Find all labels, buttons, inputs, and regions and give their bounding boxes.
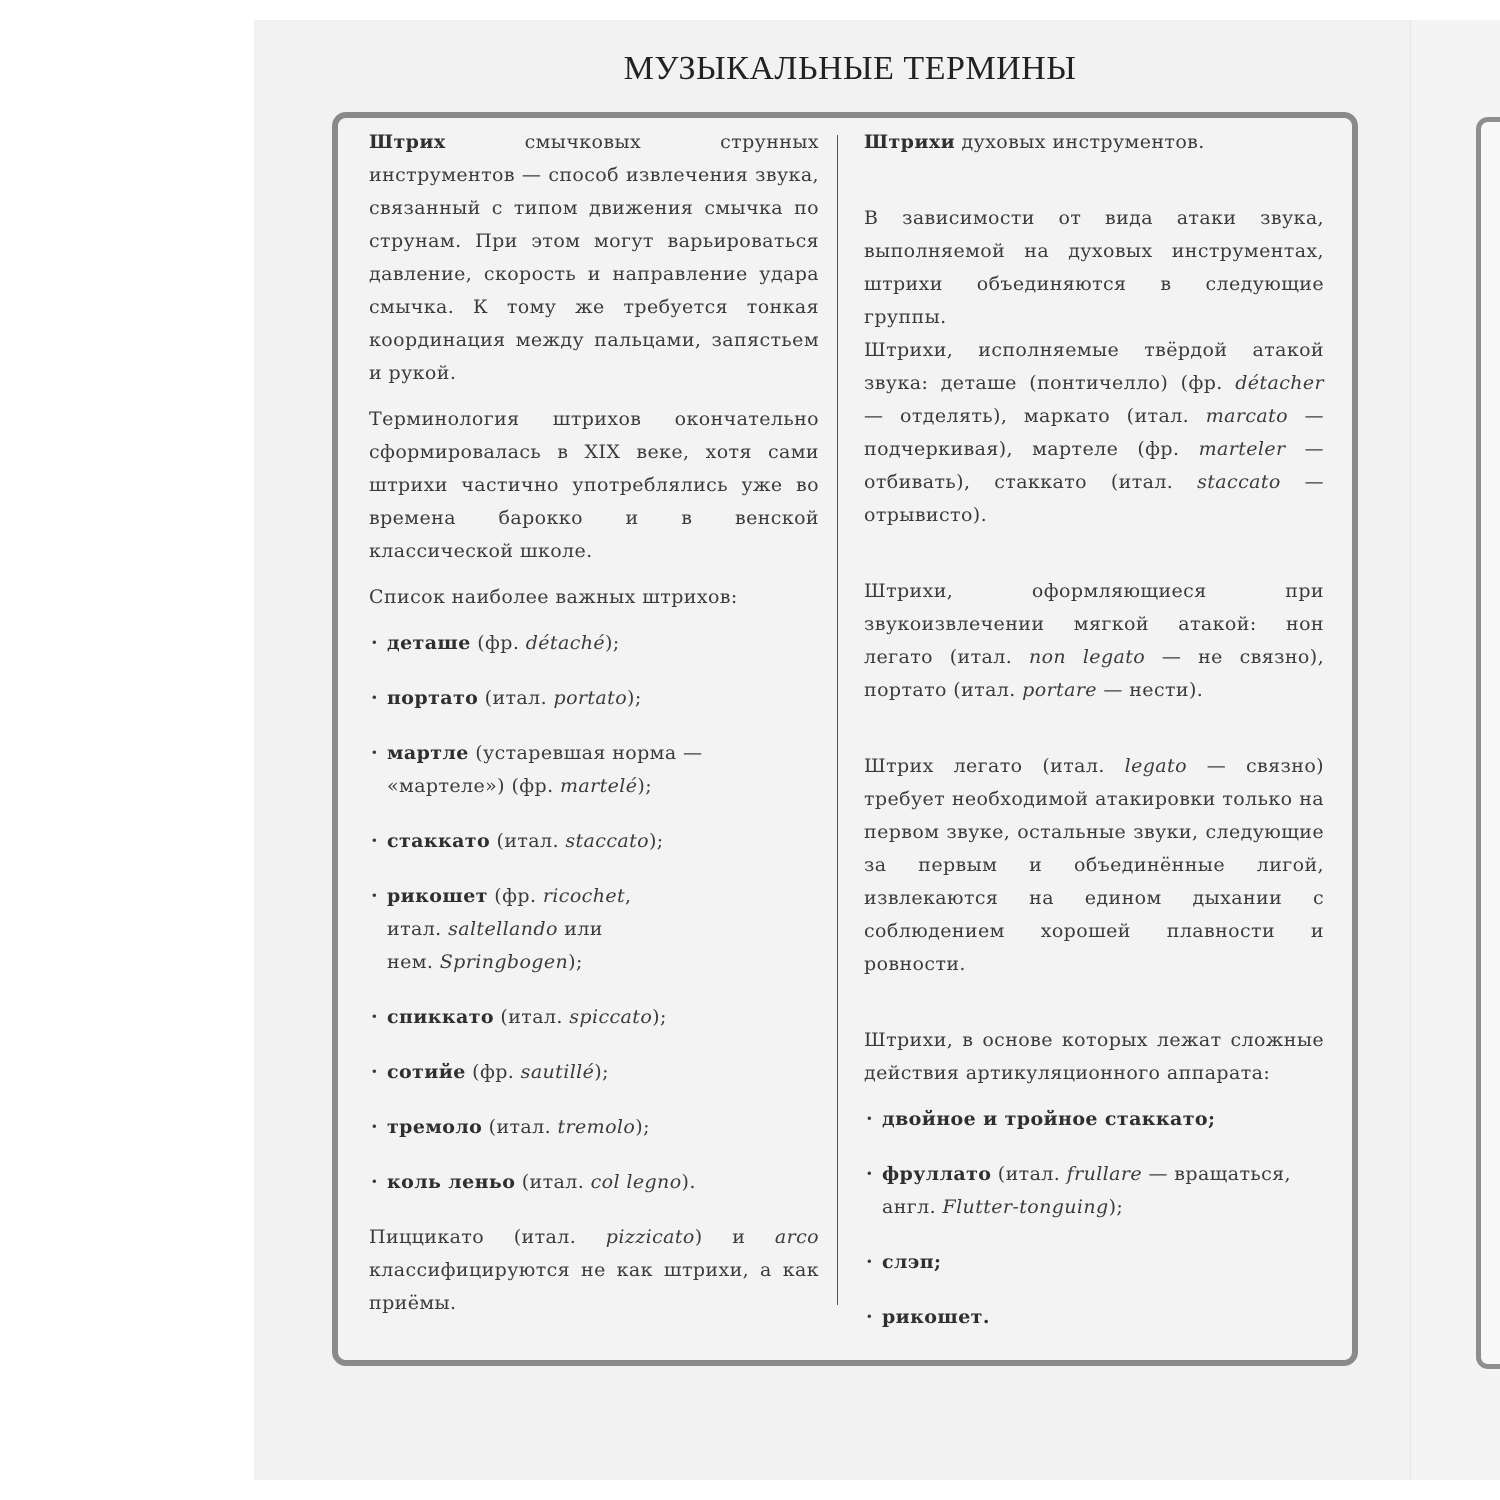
history-paragraph: Терминология штрихов окончательно сформировалась в XIX веке, хотя сами штрихи частично употреблялись уже во времена барокко и в венской классической школе.	[369, 408, 819, 562]
strokes-list	[369, 627, 819, 1199]
intro-paragraph: Штрих смычковых струнных инструментов — способ извлечения звука, связанный с типом движения смычка по струнам. При этом могут варьироваться давление, скорость и направление удара смычка. К тому же требуется тонкая координация между пальцами, запястьем и рукой.	[369, 131, 819, 384]
articulation-paragraph: Штрихи, в основе которых лежат сложные действия артикуляционного аппарата:	[864, 1029, 1324, 1084]
wind-heading: Штрихи духовых инструментов.	[864, 131, 1205, 153]
list-item: · двойное и тройное стаккато;	[864, 1103, 1324, 1136]
final-paragraph: Пиццикато (итал. pizzicato) и arco классифицируются не как штрихи, а как приёмы.	[369, 1226, 819, 1314]
right-column	[864, 126, 1324, 1356]
list-item: · слэп;	[864, 1246, 1324, 1279]
list-item: · портато (итал. portato);	[369, 682, 819, 715]
next-page-frame	[1476, 117, 1500, 1369]
list-item: · спиккато (итал. spiccato);	[369, 1001, 819, 1034]
list-item: · деташе (фр. détaché);	[369, 627, 819, 660]
list-item: · рикошет (фр. ricochet, итал. saltellando или нем. Springbogen);	[369, 880, 819, 979]
list-item: · фруллато (итал. frullare — вращаться, англ. Flutter-tonguing);	[864, 1158, 1324, 1224]
term-bold: Штрих	[369, 131, 446, 153]
left-column	[369, 126, 819, 1333]
list-item: · тремоло (итал. tremolo);	[369, 1111, 819, 1144]
soft-attack-paragraph: Штрихи, оформляющиеся при звукоизвлечении мягкой атакой: нон легато (итал. non legato — не связно), портато (итал. portare — нести).	[864, 580, 1325, 701]
list-item: · рикошет.	[864, 1301, 1324, 1334]
hard-attack-paragraph: Штрихи, исполняемые твёрдой атакой звука: деташе (понтичелло) (фр. détacher — отделять), маркато (итал. marcato — подчеркивая), мартеле (фр. marteler — отбивать), стаккато (итал. staccato — отрывисто).	[864, 339, 1325, 526]
page-title: МУЗЫКАЛЬНЫЕ ТЕРМИНЫ	[623, 50, 1077, 87]
column-divider	[837, 135, 838, 1305]
groups-paragraph: В зависимости от вида атаки звука, выполняемой на духовых инструментах, штрихи объединяются в следующие группы.	[864, 207, 1324, 328]
list-item: · мартле (устаревшая норма — «мартеле») (фр. martelé);	[369, 737, 819, 803]
list-item: · стаккато (итал. staccato);	[369, 825, 819, 858]
list-intro: Список наиболее важных штрихов:	[369, 586, 738, 608]
list-item: · коль леньо (итал. col legno).	[369, 1166, 819, 1199]
legato-paragraph: Штрих легато (итал. legato — связно) требует необходимой атакировки только на первом звуке, остальные звуки, следующие за первым и объединённые лигой, извлекаются на едином дыхании с соблюдением хорошей плавности и ровности.	[864, 755, 1324, 975]
wind-strokes-list	[864, 1103, 1324, 1334]
list-item: · сотийе (фр. sautillé);	[369, 1056, 819, 1089]
